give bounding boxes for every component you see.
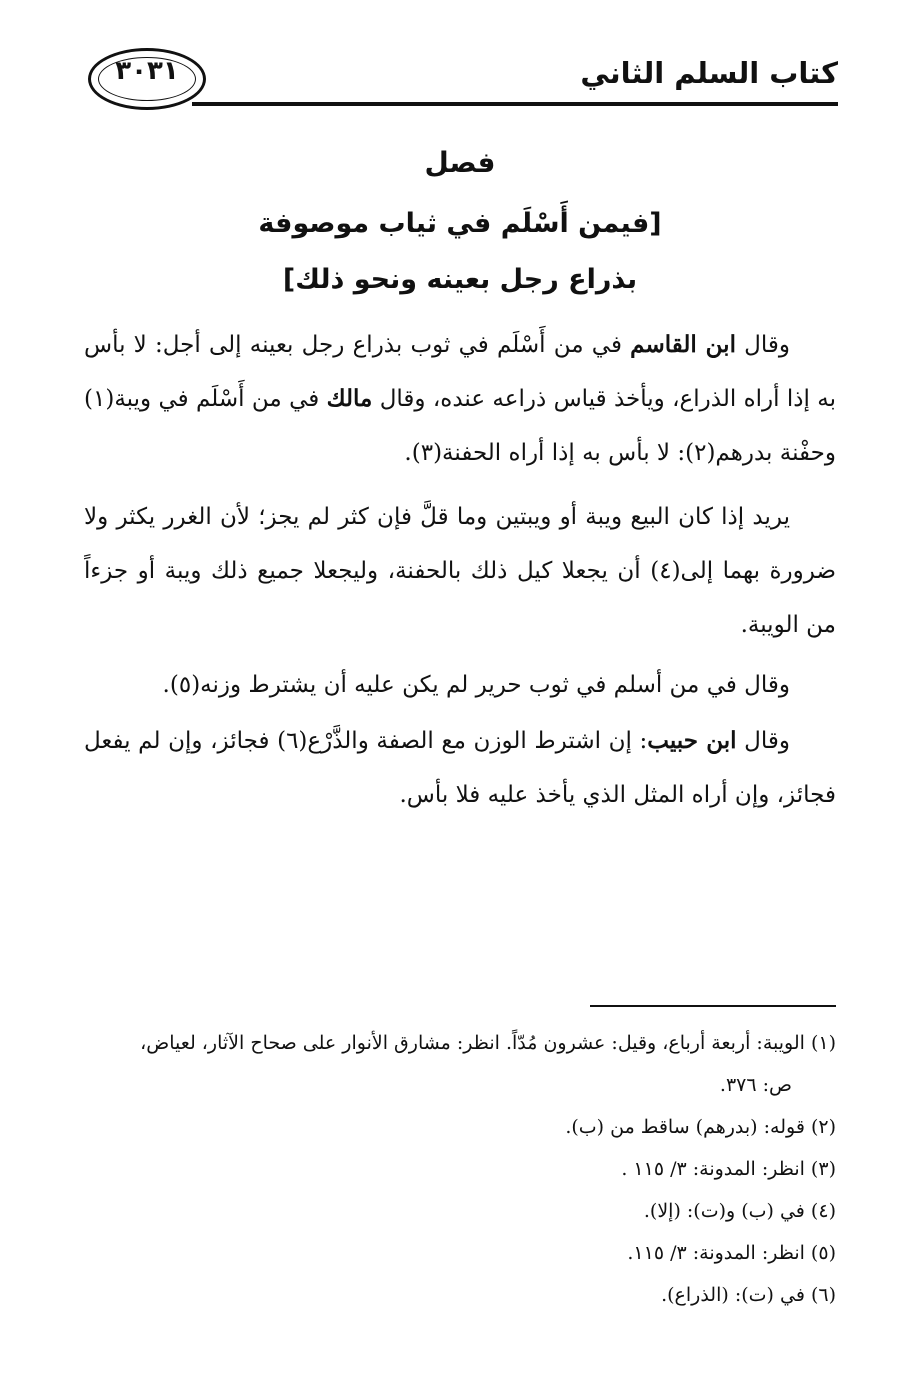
page-header — [88, 42, 838, 114]
footnote-1: (١) الويبة: أربعة أرباع، وقيل: عشرون مُدّاً. انظر: مشارق الأنوار على صحاح الآثار، لعياض، — [140, 1032, 836, 1054]
header-rule — [192, 102, 838, 106]
p4-text-c: : إن اشترط الوزن مع الصفة والذَّرْع(٦) فجائز، وإن لم يفعل فجائز، وإن أراه المثل الذي يأخذ عليه فلا بأس. — [84, 728, 836, 808]
p1-text-e: في من أَسْلَم في ويبة(١) وحفْنة بدرهم(٢): لا بأس به إذا أراه الحفنة(٣). — [84, 386, 836, 466]
footnote-separator — [590, 1005, 836, 1007]
footnote-4: (٤) في (ب) و(ت): (إلا). — [643, 1200, 836, 1222]
paragraph-4 — [84, 714, 836, 822]
footnote-5: (٥) انظر: المدونة: ٣/ ١١٥. — [627, 1242, 836, 1264]
paragraph-3 — [84, 658, 836, 712]
running-title: كتاب السلم الثاني — [580, 56, 838, 90]
paragraph-1 — [84, 318, 836, 480]
footnote-2: (٢) قوله: (بدرهم) ساقط من (ب). — [565, 1116, 836, 1138]
p3-text: وقال في من أسلم في ثوب حرير لم يكن عليه أن يشترط وزنه(٥). — [162, 672, 790, 698]
p4-text-a: وقال — [736, 728, 790, 754]
footnote-3: (٣) انظر: المدونة: ٣/ ١١٥ . — [621, 1158, 836, 1180]
paragraph-2 — [84, 490, 836, 652]
p2-text: يريد إذا كان البيع ويبة أو ويبتين وما قلَّ فإن كثر لم يجز؛ لأن الغرر يكثر ولا ضرورة بهما إلى(٤) أن يجعلا كيل ذلك بالحفنة، وليجعلا جميع ذلك ويبة أو جزءاً من الويبة. — [84, 504, 836, 638]
p1-text-a: وقال — [735, 332, 790, 358]
footnote-1-continued: ص: ٣٧٦. — [719, 1074, 792, 1096]
footnotes — [76, 1022, 836, 1316]
p1-text-c: في من أَسْلَم في ثوب بذراع رجل بعينه إلى أجل: لا بأس به إذا أراه الذراع، ويأخذ قياس ذراعه عنده، وقال — [84, 332, 836, 412]
p1-name-ibn-al-qasim: ابن القاسم — [630, 331, 736, 358]
p1-name-malik: مالك — [326, 385, 373, 412]
footnote-6: (٦) في (ت): (الذراع). — [661, 1284, 836, 1306]
section-subheading-line2: بذراع رجل بعينه ونحو ذلك] — [282, 264, 638, 295]
p4-name-ibn-habib: ابن حبيب — [647, 727, 737, 754]
page-number: ٣٠٣١ — [115, 56, 179, 86]
section-subheading-line1: [فيمن أَسْلَم في ثياب موصوفة — [258, 208, 662, 239]
section-heading: فصل — [424, 146, 496, 179]
